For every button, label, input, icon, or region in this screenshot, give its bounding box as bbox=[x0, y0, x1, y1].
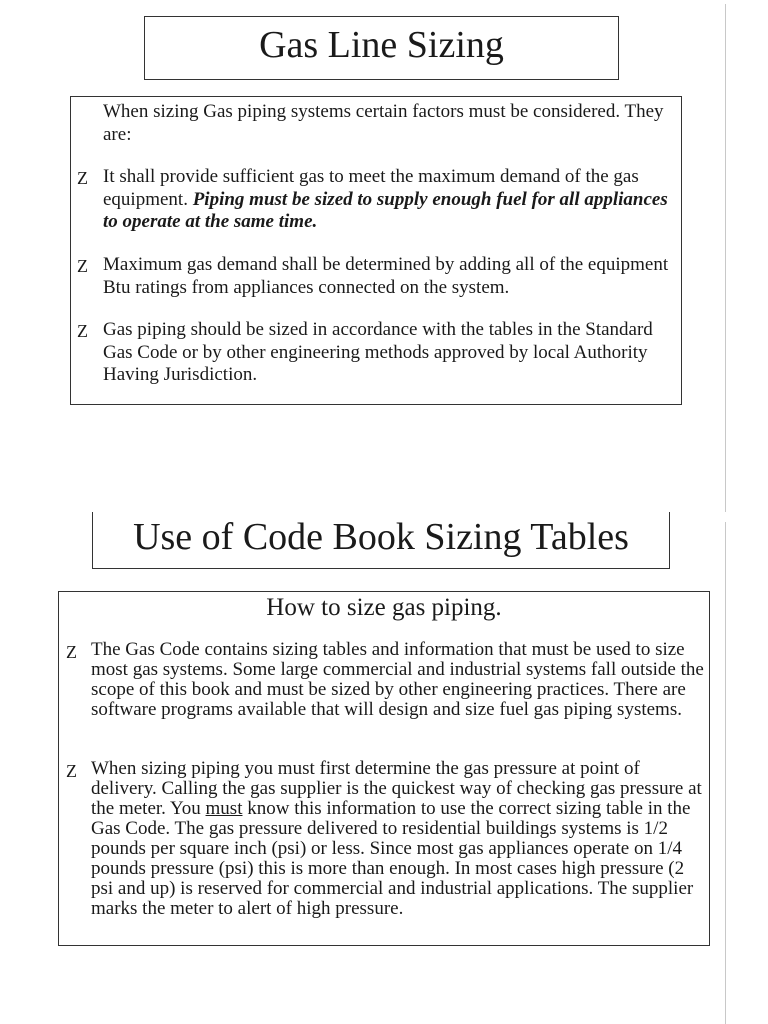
page-edge-line-bottom bbox=[725, 522, 726, 1024]
code-book-title-text: Use of Code Book Sizing Tables bbox=[133, 516, 629, 558]
code-book-title bbox=[92, 512, 670, 569]
code-book-panel bbox=[58, 591, 710, 946]
intro-text: When sizing Gas piping systems certain factors must be considered. They are: bbox=[103, 101, 664, 145]
bullet-z-icon: Z bbox=[77, 256, 88, 276]
list-item-demand-emphasis: Piping must be sized to supply enough fuel for all appliances to operate at the same time. bbox=[103, 188, 668, 232]
list-item-demand bbox=[103, 166, 681, 234]
gas-line-sizing-panel bbox=[70, 96, 682, 405]
list-item-gas-pressure-text-b: know this information to use the correct sizing table in the Gas Code. The gas pressure delivered to residential buildings systems is 1/2 pounds per square inch (psi) or less. Since most gas appliances operate on 1/4 pounds pressure (psi) this is more than enough. In most cases high pressure (2 psi and up) is reserved for commercial and industrial applications. The supplier marks the meter to alert of high pressure. bbox=[91, 798, 694, 919]
gas-line-sizing-title-text: Gas Line Sizing bbox=[259, 24, 504, 66]
list-item-code-tables: Gas piping should be sized in accordance with the tables in the Standard Gas Code or by other engineering methods approved by local Authority Having Jurisdiction. bbox=[103, 319, 653, 385]
how-to-heading: How to size gas piping. bbox=[266, 594, 502, 621]
list-item-sizing-tables: The Gas Code contains sizing tables and information that must be used to size most gas systems. Some large commercial and industrial systems fall outside the scope of this book and must be sized by other engineering practices. There are software programs available that will design and size fuel gas piping systems. bbox=[91, 639, 704, 720]
page-edge-line-top bbox=[725, 4, 726, 512]
bullet-z-icon: Z bbox=[77, 321, 88, 341]
list-item-gas-pressure-underlined: must bbox=[205, 798, 243, 819]
list-item-demand-text: It shall provide sufficient gas to meet the maximum demand of the gas equipment. bbox=[103, 166, 639, 210]
bullet-z-icon: Z bbox=[66, 761, 77, 781]
bullet-z-icon: Z bbox=[77, 168, 88, 188]
gas-line-sizing-title bbox=[144, 16, 619, 80]
list-item-gas-pressure bbox=[91, 759, 705, 919]
list-item-gas-pressure-text-a: When sizing piping you must first determine the gas pressure at point of delivery. Calling the gas supplier is the quickest way of checking gas pressure at the meter. You bbox=[91, 758, 702, 819]
list-item-btu: Maximum gas demand shall be determined by adding all of the equipment Btu ratings from appliances connected on the system. bbox=[103, 254, 669, 298]
bullet-z-icon: Z bbox=[66, 642, 77, 662]
